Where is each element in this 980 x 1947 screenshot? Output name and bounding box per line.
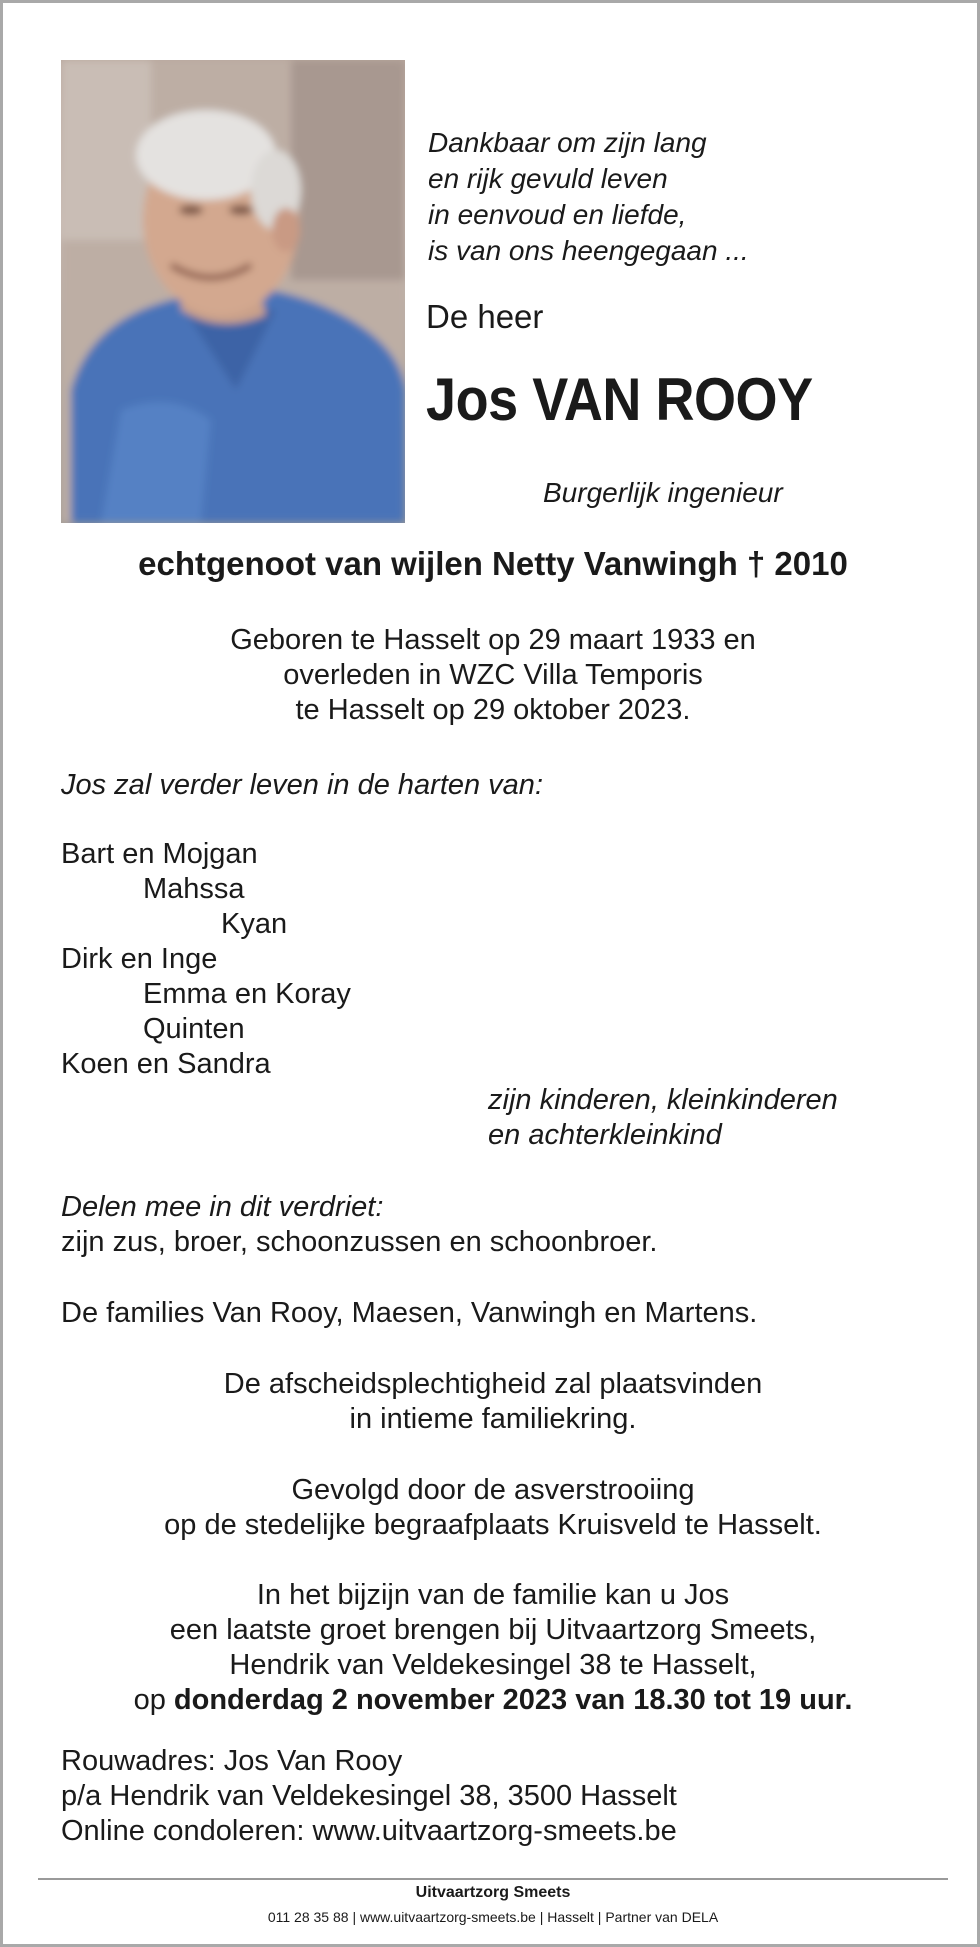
footer-divider xyxy=(38,1878,948,1880)
family-member: Koen en Sandra xyxy=(61,1048,271,1080)
visit-date-line xyxy=(3,1683,980,1718)
poem-line: Dankbaar om zijn lang xyxy=(428,127,707,158)
poem xyxy=(428,125,749,269)
family-caption-line: en achterkleinkind xyxy=(488,1119,722,1151)
salutation: De heer xyxy=(426,298,544,335)
sharing-section xyxy=(61,1190,657,1260)
profession: Burgerlijk ingenieur xyxy=(543,477,783,508)
family-caption xyxy=(488,1083,838,1153)
deceased-name: Jos VAN ROOY xyxy=(426,366,813,433)
sharing-heading: Delen mee in dit verdriet: xyxy=(61,1191,384,1223)
portrait-photo xyxy=(61,60,405,523)
online-condolence-link[interactable]: Online condoleren: www.uitvaartzorg-smeets.be xyxy=(61,1815,677,1847)
ceremony-info xyxy=(3,1367,980,1437)
scattering-line: Gevolgd door de asverstrooiing xyxy=(291,1474,695,1506)
families-line: De families Van Rooy, Maesen, Vanwingh en Martens. xyxy=(61,1297,758,1329)
ceremony-line: De afscheidsplechtigheid zal plaatsvinden xyxy=(223,1368,763,1400)
lives-on-heading: Jos zal verder leven in de harten van: xyxy=(61,769,543,801)
family-member: Quinten xyxy=(143,1013,245,1045)
visit-date-prefix: op xyxy=(133,1684,174,1716)
address-block xyxy=(61,1744,677,1849)
scattering-info xyxy=(3,1473,980,1543)
poem-line: is van ons heengegaan ... xyxy=(428,235,749,266)
spouse-line: echtgenoot van wijlen Netty Vanwingh † 2010 xyxy=(138,545,848,582)
sharing-text: zijn zus, broer, schoonzussen en schoonbroer. xyxy=(61,1226,658,1258)
visit-line: In het bijzijn van de familie kan u Jos xyxy=(256,1579,730,1611)
footer-company: Uitvaartzorg Smeets xyxy=(415,1884,571,1901)
footer-info: 011 28 35 88 | www.uitvaartzorg-smeets.be | Hasselt | Partner van DELA xyxy=(267,1909,719,1925)
visit-date: donderdag 2 november 2023 van 18.30 tot 19 uur. xyxy=(173,1684,853,1716)
visit-info xyxy=(3,1578,980,1718)
family-member: Kyan xyxy=(221,908,288,940)
ceremony-line: in intieme familiekring. xyxy=(349,1403,637,1435)
family-member: Bart en Mojgan xyxy=(61,838,258,870)
family-caption-line: zijn kinderen, kleinkinderen xyxy=(488,1084,838,1116)
family-list xyxy=(61,837,351,1082)
visit-line: een laatste groet brengen bij Uitvaartzorg Smeets, xyxy=(169,1614,817,1646)
visit-line: Hendrik van Veldekesingel 38 te Hasselt, xyxy=(229,1649,757,1681)
poem-line: en rijk gevuld leven xyxy=(428,163,668,194)
birth-death-info xyxy=(3,623,980,728)
poem-line: in eenvoud en liefde, xyxy=(428,199,687,230)
family-member: Emma en Koray xyxy=(143,978,351,1010)
portrait-illustration xyxy=(61,60,405,523)
death-line: overleden in WZC Villa Temporis xyxy=(283,659,703,691)
scattering-line: op de stedelijke begraafplaats Kruisveld te Hasselt. xyxy=(164,1509,822,1541)
address-line: p/a Hendrik van Veldekesingel 38, 3500 Hasselt xyxy=(61,1780,677,1812)
death-place-line: te Hasselt op 29 oktober 2023. xyxy=(295,694,691,726)
family-member: Mahssa xyxy=(143,873,245,905)
mourning-address: Rouwadres: Jos Van Rooy xyxy=(61,1745,403,1777)
birth-line: Geboren te Hasselt op 29 maart 1933 en xyxy=(230,624,756,656)
family-member: Dirk en Inge xyxy=(61,943,218,975)
